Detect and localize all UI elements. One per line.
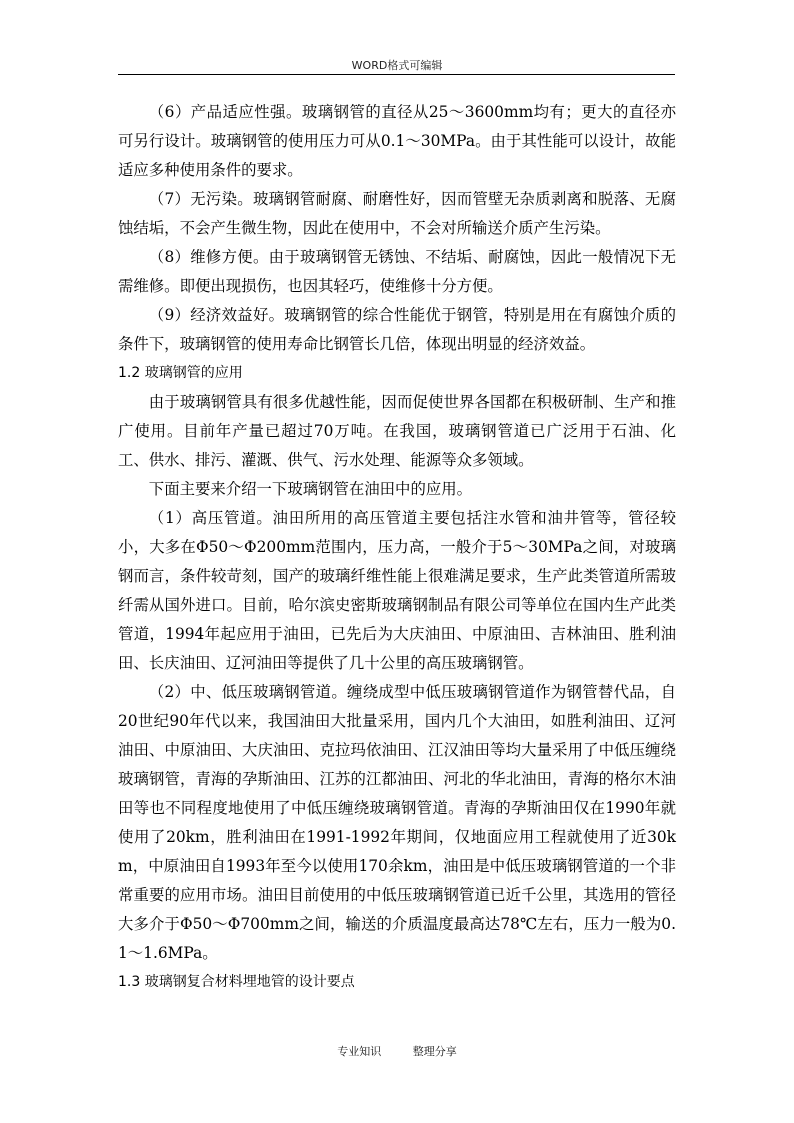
paragraph-easy-maintenance: （8）维修方便。由于玻璃钢管无锈蚀、不结垢、耐腐蚀，因此一般情况下无需维修。即便出现损伤，也因其轻巧，使维修十分方便。 (118, 248, 676, 295)
paragraph-adaptability: （6）产品适应性强。玻璃钢管的直径从25～3600mm均有；更大的直径亦可另行设计。玻璃钢管的使用压力可从0.1～30MPa。由于其性能可以设计，故能适应多种使用条件的要求。 (118, 103, 676, 179)
paragraph-economic-benefit: （9）经济效益好。玻璃钢管的综合性能优于钢管，特别是用在有腐蚀介质的条件下，玻璃钢管的使用寿命比钢管长几倍，体现出明显的经济效益。 (118, 306, 676, 353)
section-heading-1-2: 1.2 玻璃钢管的应用 (118, 365, 243, 381)
footer-left-text: 专业知识 (337, 1045, 382, 1058)
paragraph-no-pollution: （7）无污染。玻璃钢管耐腐、耐磨性好，因而管壁无杂质剥离和脱落、无腐蚀结垢，不会产生微生物，因此在使用中，不会对所输送介质产生污染。 (118, 190, 676, 237)
page-header: WORD格式可编辑 (351, 59, 443, 72)
paragraph-oilfield-intro: 下面主要来介绍一下玻璃钢管在油田中的应用。 (148, 480, 473, 498)
document-body (118, 98, 676, 997)
footer-right-text: 整理分享 (412, 1045, 457, 1058)
paragraph-high-pressure: （1）高压管道。油田所用的高压管道主要包括注水管和油井管等，管径较小，大多在Φ50～Φ200mm范围内，压力高，一般介于5～30MPa之间，对玻璃钢而言，条件较苛刻，国产的玻璃纤维性能上很难满足要求，生产此类管道所需玻纤需从国外进口。目前，哈尔滨史密斯玻璃钢制品有限公司等单位在国内生产此类管道，1994年起应用于油田，已先后为大庆油田、中原油田、吉林油田、胜利油田、长庆油田、辽河油田等提供了几十公里的高压玻璃钢管。 (118, 509, 676, 672)
paragraph-application-intro: 由于玻璃钢管具有很多优越性能，因而促使世界各国都在积极研制、生产和推广使用。目前年产量已超过70万吨。在我国，玻璃钢管道已广泛用于石油、化工、供水、排污、灌溉、供气、污水处理、能源等众多领域。 (118, 393, 676, 469)
paragraph-medium-low-pressure: （2）中、低压玻璃钢管道。缠绕成型中低压玻璃钢管道作为钢管替代品，自20世纪90年代以来，我国油田大批量采用，国内几个大油田，如胜利油田、辽河油田、中原油田、大庆油田、克拉玛依油田、江汉油田等均大量采用了中低压缠绕玻璃钢管，青海的孕斯油田、江苏的江都油田、河北的华北油田，青海的格尔木油田等也不同程度地使用了中低压缠绕玻璃钢管道。青海的孕斯油田仅在1990年就使用了20km，胜利油田在1991-1992年期间，仅地面应用工程就使用了近30km，中原油田自1993年至今以使用170余km，油田是中低压玻璃钢管道的一个非常重要的应用市场。油田目前使用的中低压玻璃钢管道已近千公里，其选用的管径大多介于Φ50～Φ700mm之间，输送的介质温度最高达78℃左右，压力一般为0.1～1.6MPa。 (118, 683, 676, 962)
page-footer (0, 1043, 794, 1059)
section-heading-1-3: 1.3 玻璃钢复合材料埋地管的设计要点 (118, 974, 355, 990)
header-divider (118, 74, 675, 75)
